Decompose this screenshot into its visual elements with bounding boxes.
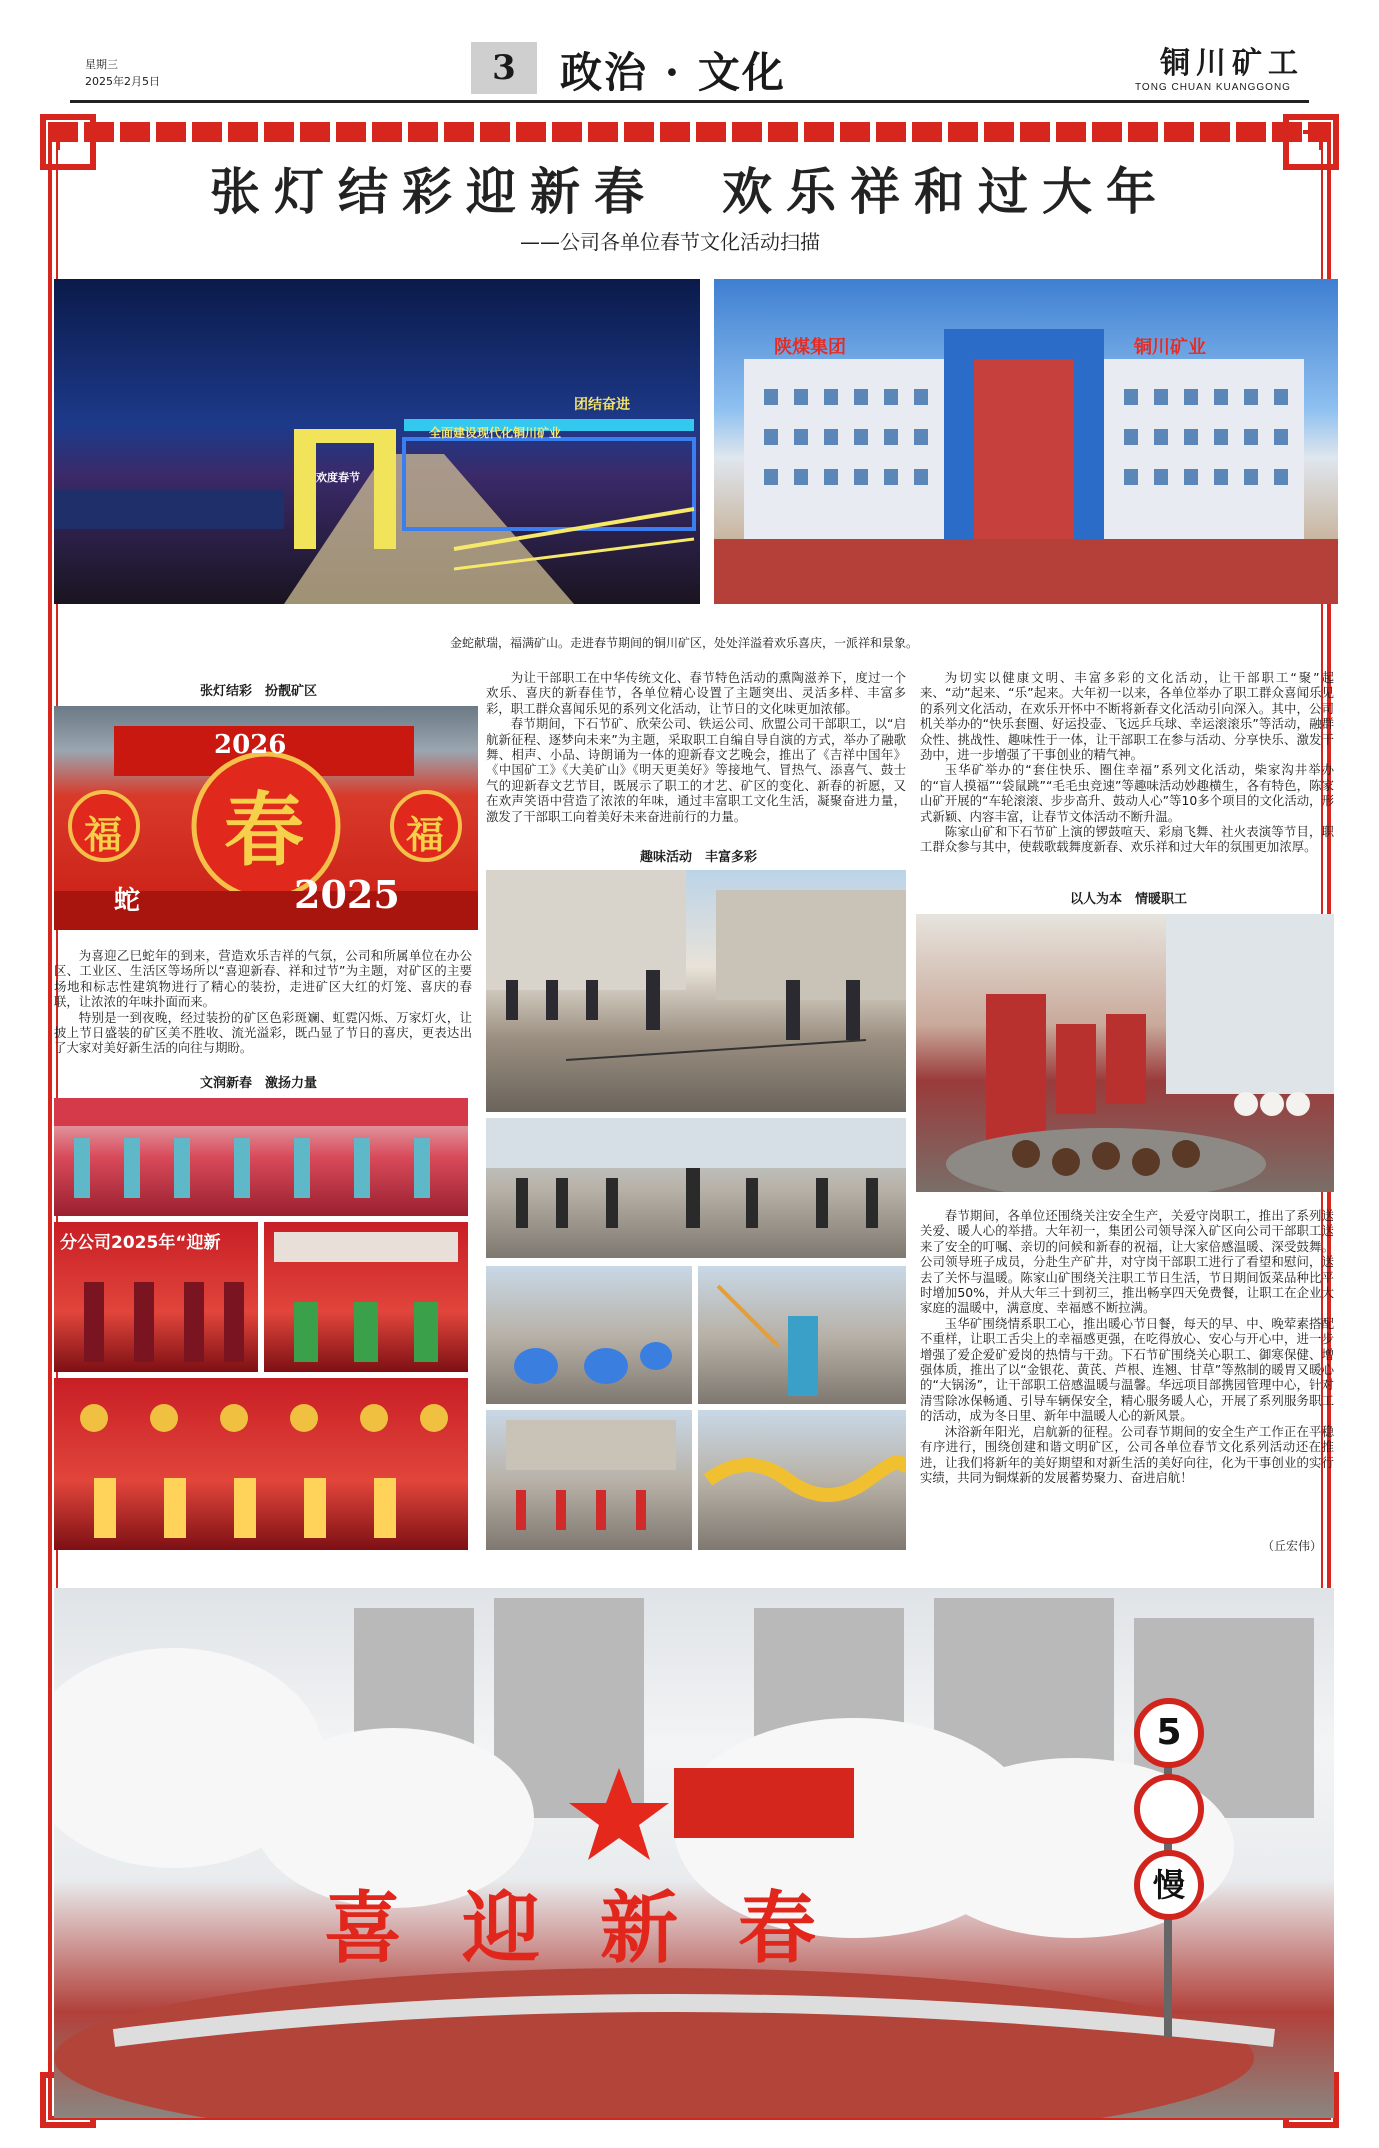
photo-dance-stage [54, 1098, 468, 1216]
section-heading-activities: 趣味活动 丰富多彩 [640, 850, 758, 865]
lantern-dance-graphic [54, 1378, 468, 1550]
kangaroo-graphic [486, 1266, 692, 1404]
col2-paragraph: 为让干部职工在中华传统文化、春节特色活动的熏陶滋养下，度过一个欢乐、喜庆的新春佳节，各单位精心设置了主题突出、灵活多样、丰富多彩，职工群众喜闻乐见的系列文化活动，让节日的文化味更加浓郁。 [486, 670, 906, 716]
building-graphic [714, 279, 1338, 604]
masthead-rule [70, 100, 1309, 103]
canteen-graphic [916, 914, 1334, 1192]
no-overtaking-sign [1134, 1774, 1204, 1844]
masthead-date-block [85, 56, 160, 90]
col3-paragraph: 玉华矿围绕情系职工心，推出暖心节日餐，每天的早、中、晚荤素搭配不重样，让职工舌尖上的幸福感更强，在吃得放心、安心与开心中，进一步增强了爱企爱矿爱岗的热情与干劲。下石节矿围绕关心职工、御寒保健、增强体质，推出了以“金银花、黄芪、芦根、连翘、甘草”等熬制的暖胃又暖心的“大锅汤”，让干部职工倍感温暖与温馨。华远项目部携园管理中心，针对清雪除冰保畅通、引导车辆保安全，精心服务暖人心，开展了系列服务职工的活动，成为冬日里、新年中温暖人心的新风景。 [920, 1315, 1334, 1424]
photo-folk-dance [264, 1222, 468, 1372]
col3-text-block [920, 670, 1334, 855]
col3-paragraph: 玉华矿举办的“套住快乐、圈住幸福”系列文化活动，柴家沟井举办的“盲人摸福”“袋鼠跳”“毛毛虫竞速”等趣味活动妙趣横生，各有特色，陈家山矿开展的“车轮滚滚、步步高升、鼓动人心”等10多个项目的文化活动，形式新颖、内容丰富，让春节文体活动不断升温。 [920, 762, 1334, 824]
col3-paragraph: 沐浴新年阳光，启航新的征程。公司春节期间的安全生产工作正在平稳有序进行，围绕创建和谐文明矿区，公司各单位春节文化系列活动还在推进，让我们将新年的美好期望和对新生活的美好向往，化为干事创业的实行实绩，共同为铜煤新的发展蓄势聚力、奋进启航！ [920, 1423, 1334, 1485]
photo-office-building [714, 279, 1338, 604]
section-heading-care: 以人为本 情暖职工 [1070, 892, 1188, 907]
night-banner-1: 全面建设现代化铜川矿业 [429, 426, 562, 440]
photo-kangaroo-jump [486, 1266, 692, 1404]
photo-canteen-staff [916, 914, 1334, 1192]
article-subheadline: ——公司各单位春节文化活动扫描 [520, 230, 820, 254]
photo-night-gate [54, 279, 700, 604]
photo-snow-slogan [54, 1588, 1334, 2118]
stage-banner-text: 分公司2025年“迎新 [60, 1233, 221, 1253]
col3-paragraph: 为切实以健康文明、丰富多彩的文化活动，让干部职工“聚”起来、“动”起来、“乐”起来。大年初一以来，各单位举办了职工群众喜闻乐见的系列文化活动，在欢乐开怀中不断将新春文化活动引向深入。其中，公司机关举办的“快乐套圈、好运投壶、飞远乒乓球、幸运滚滚乐”等活动，融群众性、挑战性、趣味性于一体，让干部职工在参与活动、分享快乐、激发干劲中，进一步增强了干事创业的精气神。 [920, 670, 1334, 763]
frame-corner-ornament [40, 114, 96, 170]
photo-crosstalk-show [54, 1222, 258, 1372]
photo-ring-toss [486, 870, 906, 1112]
square-game-graphic [486, 1118, 906, 1258]
building-sign-right: 铜川矿业 [1134, 337, 1206, 358]
col3-paragraph: 春节期间，各单位还围绕关注安全生产，关爱守岗职工，推出了系列送关爱、暖人心的举措。大年初一，集团公司领导深入矿区向公司干部职工送来了安全的叮嘱、亲切的问候和新春的祝福，让大家倍感温暖、深受鼓舞。公司领导班子成员，分赴生产矿井，对守岗干部职工进行了看望和慰问，送去了关怀与温暖。陈家山矿围绕关注职工节日生活，节日期间饭菜品种比平时增加50%，并从大年三十到初三，推出畅享四天免费餐，让职工在企业大家庭的温暖中，满意度、幸福感不断拉满。 [920, 1208, 1334, 1316]
yangge-graphic [486, 1410, 692, 1550]
photo-spring-festival-display [54, 706, 478, 930]
year-2025-text: 2025 [294, 872, 400, 917]
chun-character: 春 [224, 783, 304, 877]
col2-text-block [486, 670, 906, 824]
photo-lantern-dance [54, 1378, 468, 1550]
col3-text-block-2 [920, 1208, 1334, 1485]
article-author: （丘宏伟） [1262, 1539, 1323, 1553]
photo-square-game [486, 1118, 906, 1258]
page-number: 3 [471, 42, 537, 94]
stage-graphic [54, 1098, 468, 1216]
fu-character-left: 福 [84, 812, 123, 857]
section-heading-decorate: 张灯结彩 扮靓矿区 [200, 684, 318, 699]
night-gate-text: 欢度春节 [316, 471, 360, 484]
ring-toss-graphic [486, 870, 906, 1112]
masthead-weekday: 星期三 [85, 58, 118, 71]
col1-paragraph: 特别是一到夜晚，经过装扮的矿区色彩斑斓、虹霓闪烁、万家灯火，让披上节日盛装的矿区美不胜收、流光溢彩，既凸显了节日的喜庆，更表达出了大家对美好新生活的向往与期盼。 [54, 1009, 472, 1056]
night-scene-graphic [54, 279, 700, 604]
red-frame-top-band [48, 122, 1331, 142]
folk-dance-graphic [264, 1222, 468, 1372]
building-sign-left: 陕煤集团 [774, 337, 846, 358]
frame-corner-ornament [1283, 114, 1339, 170]
paper-logo-en: TONG CHUAN KUANGGONG [1135, 82, 1291, 93]
slow-sign-text: 慢 [1152, 1866, 1185, 1904]
snow-slogan-text: 喜迎新春 [324, 1883, 877, 1974]
col1-paragraph: 为喜迎乙巳蛇年的到来，营造欢乐吉祥的气氛，公司和所属单位在办公区、工业区、生活区等场所以“喜迎新春、祥和过节”为主题，对矿区的主要场地和标志性建筑物进行了精心的装扮，走进矿区大红的灯笼、喜庆的春联，让浓浓的年味扑面而来。 [54, 948, 472, 1010]
year-2026-text: 2026 [214, 730, 287, 760]
col3-paragraph: 陈家山矿和下石节矿上演的锣鼓喧天、彩扇飞舞、社火表演等节目，职工群众参与其中，使载歌载舞度新春、欢乐祥和过大年的氛围更加浓厚。 [920, 824, 1334, 855]
fu-character-right: 福 [406, 812, 445, 857]
paper-logo: 铜川矿工 [1160, 46, 1304, 81]
col1-text-block [54, 948, 472, 1056]
night-banner-2: 团结奋进 [574, 397, 630, 413]
photo-yangge-dance [486, 1410, 692, 1550]
ribbon-graphic [698, 1266, 906, 1404]
section-heading-culture: 文润新春 激扬力量 [200, 1076, 318, 1091]
photo-ribbon-dance [698, 1266, 906, 1404]
slow-sign [1134, 1850, 1204, 1920]
speed-limit-value: 5 [1156, 1712, 1182, 1753]
masthead-date: 2025年2月5日 [85, 75, 160, 88]
col2-paragraph: 春节期间，下石节矿、欣荣公司、铁运公司、欣盟公司干部职工，以“启航新征程、逐梦向未来”为主题，采取职工自编自导自演的方式，举办了融歌舞、相声、小品、诗朗诵为一体的迎新春文艺晚会，推出了《吉祥中国年》《中国矿工》《大美矿山》《明天更美好》等接地气、冒热气、添喜气、鼓士气的迎新春文艺节目，既展示了职工的才艺、矿区的变化、新春的祈愿，又在欢声笑语中营造了浓浓的年味，通过丰富职工文化生活，凝聚奋进力量，激发了干部职工向着美好未来奋进前行的力量。 [486, 716, 906, 824]
dragon-graphic [698, 1410, 906, 1550]
speed-limit-sign [1134, 1698, 1204, 1768]
top-photo-caption: 金蛇献瑞，福满矿山。走进春节期间的铜川矿区，处处洋溢着欢乐喜庆，一派祥和景象。 [450, 636, 919, 650]
snake-character: 蛇 [114, 886, 141, 916]
article-headline: 张灯结彩迎新春 欢乐祥和过大年 [210, 162, 1170, 221]
section-title: 政治 · 文化 [560, 48, 786, 97]
snow-scene-graphic [54, 1588, 1334, 2118]
photo-dragon-dance [698, 1410, 906, 1550]
